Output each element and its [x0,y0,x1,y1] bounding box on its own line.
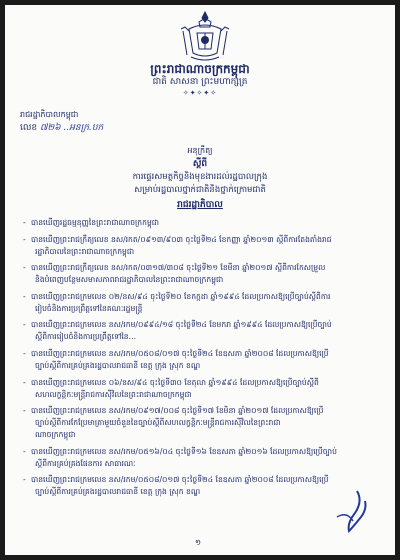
royal-emblem-icon [177,9,233,65]
section-heading: រាជរដ្ឋាភិបាល [177,200,223,210]
reference-item [17,319,387,343]
reference-item-continuation: ច្បាប់ស្តីពីការគ្រប់គ្រងរដ្ឋបាលរាជធានី ខេត្ត ក្រុង ស្រុក ខណ្ឌ [35,487,201,497]
reference-item [17,262,387,286]
document-subject: ស្តីពី [192,159,208,169]
reference-item-text: - បានឃើញព្រះរាជក្រមលេខ នស/រកម/០៩១៧/០០៨ ចុះថ្ងៃទី១៧ ខែមិនា ឆ្នាំ២០១៧ ដែលប្រកាសឱ្យប្រើ [17,405,387,417]
signature-mark [327,487,373,539]
reference-item [17,348,387,372]
reference-item-text: - បានឃើញព្រះរាជក្រមលេខ ០២/នស/៩៤ ចុះថ្ងៃទី២០ ខែកក្កដា ឆ្នាំ១៩៩៤ ដែលប្រកាសឱ្យប្រើច្បាប់ស្តីពីការ [17,291,387,303]
reference-item-text: - បានឃើញព្រះរាជក្រមលេខ នស/រកម/០៥១៦/០៤ ចុះថ្ងៃទី១៦ ខែឧសភា ឆ្នាំ២០១៦ ដែលប្រកាសឱ្យប្រើច្បាប់ [17,446,387,458]
reference-item [17,234,387,258]
reference-item-continuation: ស្តីពីការរៀបចំនិងការប្រព្រឹត្តទៅនៃ… [35,332,137,342]
title-line-1: ការផ្ទេរសមត្ថកិច្ចនិងមុខងារដល់រដ្ឋបាលក្រុង [132,172,268,182]
reference-item-continuation: រដ្ឋាភិបាលនៃព្រះរាជាណាចក្រកម្ពុជា [35,246,135,256]
reference-item [17,291,387,315]
national-motto: ជាតិ សាសនា ព្រះមហាក្សត្រ [152,77,248,87]
number-value: ៧២៦ ..អនក្រ.បក [40,123,104,133]
reference-item-continuation: ស្តីពីការគ្រប់គ្រងផែនការ សាធារណៈ [35,458,136,468]
document-number [20,122,103,135]
reference-item-continuation: ច្បាប់ស្តីពីការគ្រប់គ្រងរដ្ឋបាលរាជធានី ខេត្ត ក្រុង ស្រុក ខណ្ឌ [35,360,201,370]
document-kind: អនុក្រឹត្យ [187,146,213,155]
reference-item-text: - បានឃើញព្រះរាជក្រមលេខ នស/រកម/០៥០៨/០១៧ ចុះថ្ងៃទី២៤ ខែឧសភា ឆ្នាំ២០០៨ ដែលប្រកាសឱ្យប្រើ [17,474,387,486]
title-line-2: សម្រាប់រដ្ឋបាលថ្នាក់ជាតិនិងថ្នាក់ក្រោមជាតិ [134,185,266,195]
reference-item [17,377,387,401]
reference-item-text: - បានឃើញព្រះរាជក្រមលេខ នស/រកម/០៥០៨/០១៧ ចុះថ្ងៃទី២៤ ខែឧសភា ឆ្នាំ២០០៨ ដែលប្រកាសឱ្យប្រើ [17,348,387,360]
number-label: លេខ [20,123,38,133]
reference-item-continuation: សហលក្ខន្តិកៈមន្ត្រីរាជការស៊ីវិលនៃព្រះរាជាណាចក្រកម្ពុជា [35,389,192,399]
reference-item-text: - បានឃើញព្រះរាជក្រឹត្យលេខ នស/រកត/០៣១៧/៣០៨ ចុះថ្ងៃទី២១ ខែមីនា ឆ្នាំ២០១៧ ស្តីពីការកែសម្រួល [17,262,387,274]
page-number: ១ [195,538,202,547]
reference-item [17,446,387,470]
reference-item [17,217,387,229]
reference-item-continuation: ណាចក្រកម្ពុជា [35,430,76,440]
reference-item-continuation: ច្បាប់ស្តីពីការកែប្រែមាត្រាមួយចំនួននៃច្បាប់ស្តីពីសហលក្ខន្តិកៈមន្ត្រីរាជការស៊ីវិលនៃព្រះរាជា [35,418,281,428]
reference-item-text: - បានឃើញព្រះរាជក្រមលេខ ០៦/នស/៩៤ ចុះថ្ងៃទី៣០ ខែតុលា ឆ្នាំ១៩៩៤ ដែលប្រកាសឱ្យប្រើច្បាប់ស្តីពី [17,377,387,389]
government-label: រាជរដ្ឋាភិបាលកម្ពុជា [20,110,79,119]
ornament-divider: ✧✦✧✦✧ [182,89,218,97]
document-page [5,5,395,555]
reference-item-continuation: រៀបចំនិងការប្រព្រឹត្តទៅនៃគណៈរដ្ឋមន្ត្រី [35,303,143,313]
reference-item-continuation: និងបំពេញបន្ថែមសមាសភាពរាជរដ្ឋាភិបាលនៃព្រះរាជាណាចក្រកម្ពុជា [35,275,224,285]
kingdom-title: ព្រះរាជាណាចក្រកម្ពុជា [150,62,250,76]
reference-item-text: - បានឃើញរដ្ឋធម្មនុញ្ញនៃព្រះរាជាណាចក្រកម្ពុជា [17,217,387,229]
reference-item-text: - បានឃើញព្រះរាជក្រមលេខ នស/រកម/០៩៩៤/១៨ ចុះថ្ងៃទី២៤ ខែមករា ឆ្នាំ១៩៩៤ ដែលប្រកាសឱ្យប្រើច្បាប់ [17,319,387,331]
reference-list [17,217,387,503]
reference-item-text: - បានឃើញព្រះរាជក្រឹត្យលេខ នស/រកត/០៩១៣/៩០៣ ចុះថ្ងៃទី២៤ ខែកញ្ញា ឆ្នាំ២០១៣ ស្តីពីការតែងតាំងរាជ [17,234,387,246]
reference-item [17,405,387,441]
